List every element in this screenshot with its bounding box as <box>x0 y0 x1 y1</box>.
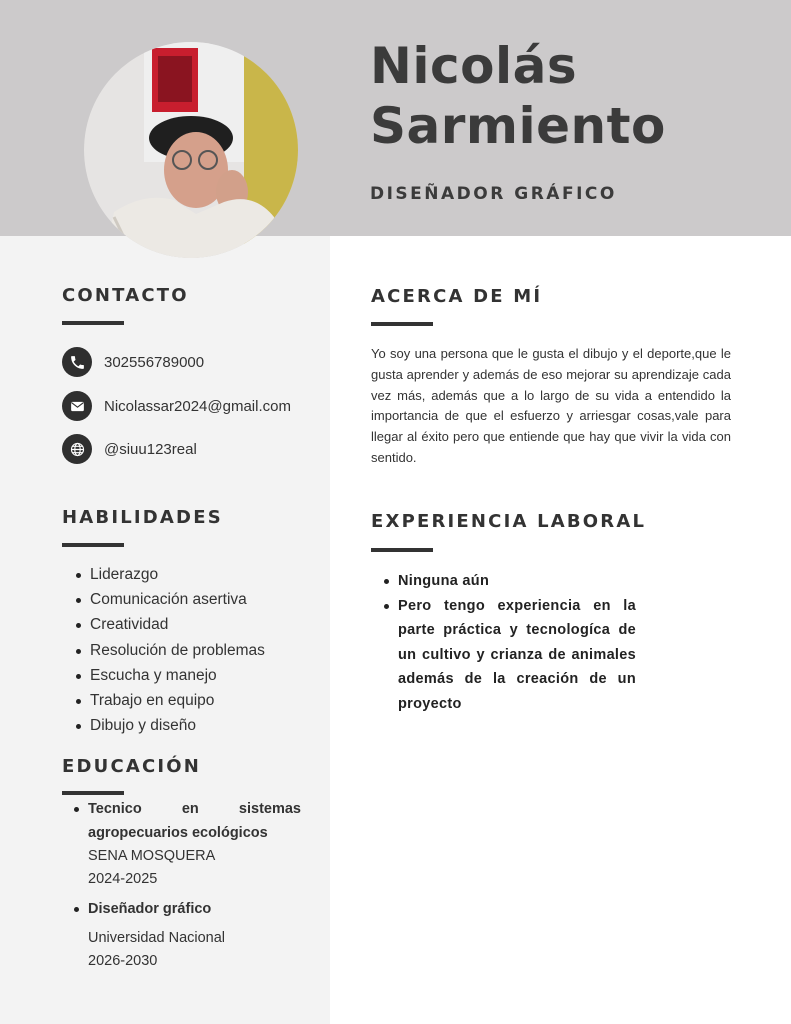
experience-item: Ninguna aún <box>384 569 636 594</box>
education-years: 2024-2025 <box>88 871 158 887</box>
contact-web-text[interactable]: @siuu123real <box>104 440 197 458</box>
skill-item: Creatividad <box>76 612 265 637</box>
contact-email <box>62 391 291 421</box>
full-name <box>370 36 666 156</box>
skills-underline <box>62 543 124 547</box>
contact-heading: CONTACTO <box>62 285 189 306</box>
skills-heading: HABILIDADES <box>62 507 223 528</box>
education-item <box>74 897 301 973</box>
education-list <box>74 797 301 973</box>
job-title: DISEÑADOR GRÁFICO <box>370 184 617 204</box>
education-degree: Tecnico en sistemas agropecuarios ecológicos <box>88 801 301 841</box>
education-heading: EDUCACIÓN <box>62 756 202 777</box>
profile-photo <box>84 42 298 258</box>
experience-list <box>384 569 636 716</box>
contact-underline <box>62 321 124 325</box>
experience-heading: EXPERIENCIA LABORAL <box>371 511 647 532</box>
education-institution: SENA MOSQUERA <box>88 848 216 864</box>
about-text: Yo soy una persona que le gusta el dibujo y el deporte,que le gusta aprender y además de eso mejorar su aprendizaje cada vez más, además que a lo largo de su vida a entendido la importancia de que el esfuerzo y arriesgar cosas,vale para llegar al éxito pero que entiende que hay que vivir la vida con sentido. <box>371 346 731 465</box>
contact-phone-text[interactable]: 302556789000 <box>104 353 205 371</box>
skill-item: Escucha y manejo <box>76 663 265 688</box>
experience-item: Pero tengo experiencia en la parte práctica y tecnologíca de un cultivo y crianza de animales además de la creación de un proyecto <box>384 594 636 717</box>
skill-item: Dibujo y diseño <box>76 713 265 738</box>
globe-icon <box>62 434 92 464</box>
skills-list <box>76 562 265 738</box>
first-name: Nicolás <box>370 37 578 95</box>
education-institution: Universidad Nacional <box>88 930 226 946</box>
about-heading: ACERCA DE MÍ <box>371 286 543 307</box>
skill-item: Comunicación asertiva <box>76 587 265 612</box>
skill-item: Resolución de problemas <box>76 638 265 663</box>
contact-email-text[interactable]: Nicolassar2024@gmail.com <box>104 397 291 415</box>
profile-photo-image <box>84 42 298 258</box>
education-years: 2026-2030 <box>88 953 158 969</box>
about-underline <box>371 322 433 326</box>
skill-item: Liderazgo <box>76 562 265 587</box>
contact-phone <box>62 347 204 377</box>
last-name: Sarmiento <box>370 97 666 155</box>
education-underline <box>62 791 124 795</box>
phone-icon <box>62 347 92 377</box>
experience-underline <box>371 548 433 552</box>
education-item <box>74 797 301 891</box>
education-degree: Diseñador gráfico <box>88 901 212 917</box>
mail-icon <box>62 391 92 421</box>
skill-item: Trabajo en equipo <box>76 688 265 713</box>
contact-web <box>62 434 197 464</box>
